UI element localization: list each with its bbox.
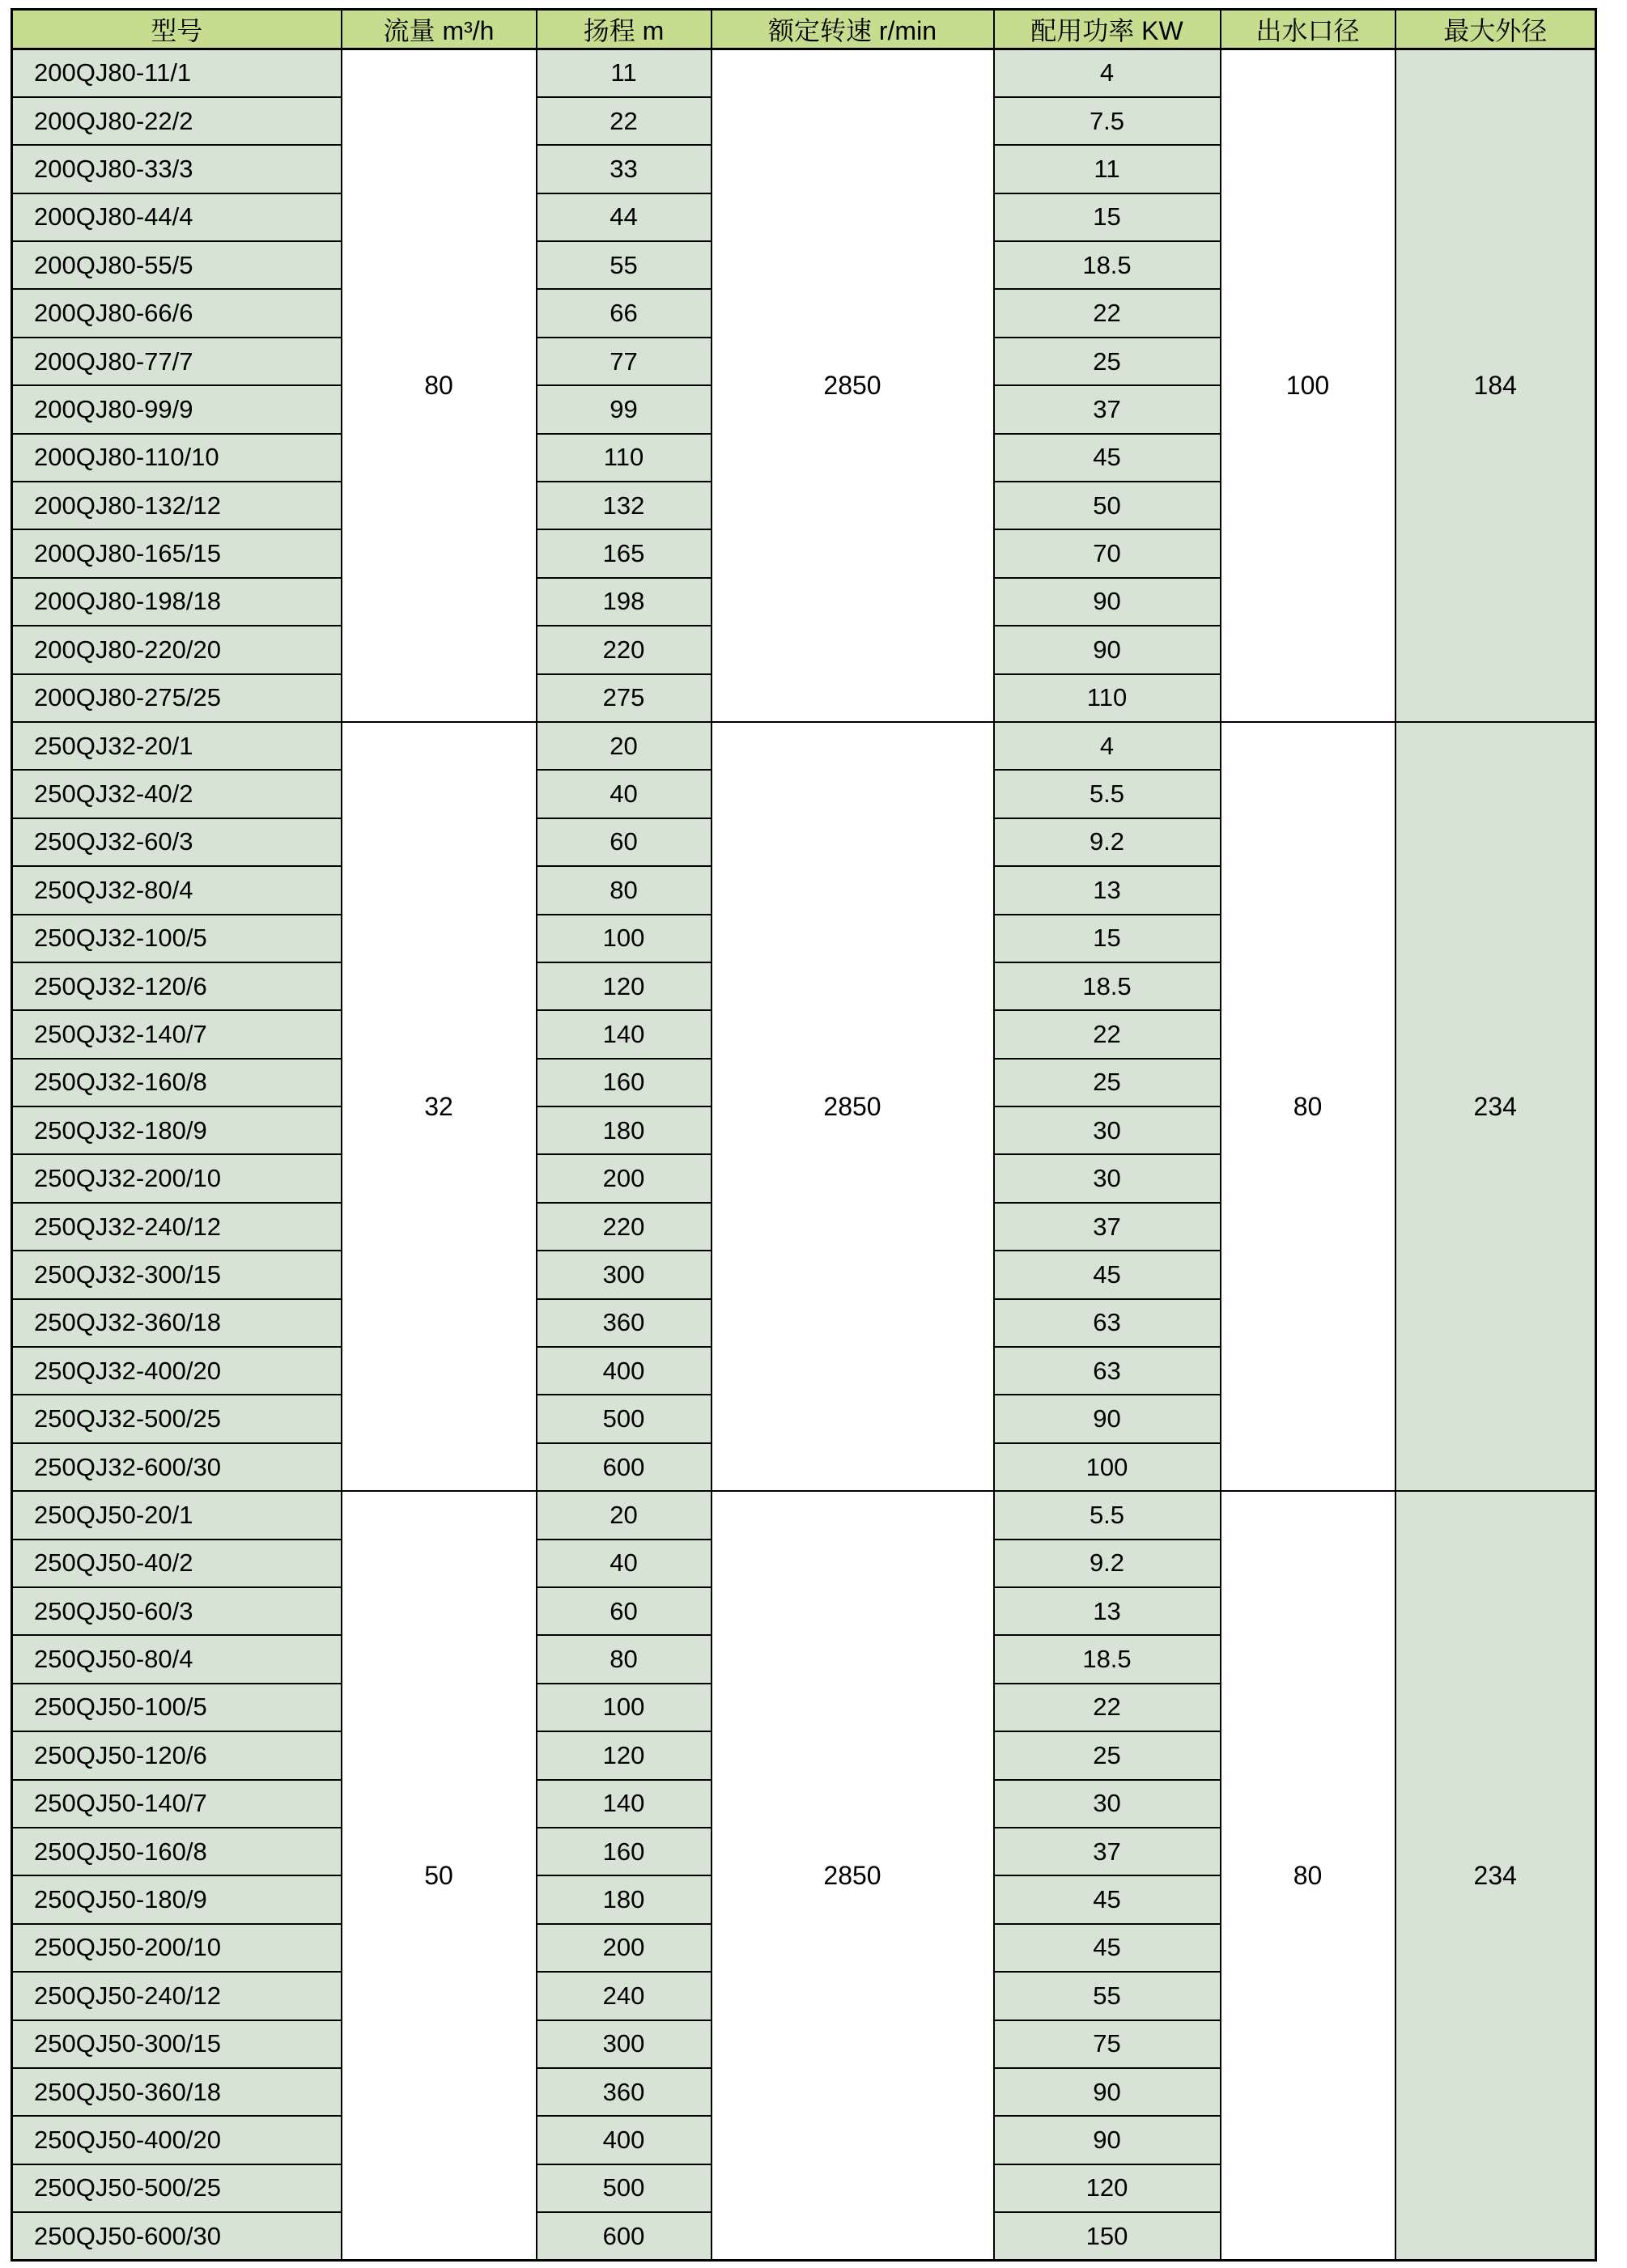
table-body: [12, 49, 1596, 2261]
model-cell: 250QJ32-300/15: [12, 1251, 342, 1298]
model-cell: 200QJ80-11/1: [12, 49, 342, 97]
power-cell: 70: [994, 529, 1221, 577]
power-cell: 90: [994, 1395, 1221, 1442]
head-cell: 500: [537, 2164, 712, 2212]
power-cell: 25: [994, 338, 1221, 385]
model-cell: 250QJ32-60/3: [12, 818, 342, 866]
head-cell: 160: [537, 1828, 712, 1875]
model-cell: 250QJ50-20/1: [12, 1491, 342, 1539]
max-diameter-merged-cell: 234: [1395, 722, 1596, 1491]
model-cell: 250QJ32-240/12: [12, 1203, 342, 1251]
power-cell: 30: [994, 1780, 1221, 1828]
col-header-power: 配用功率 KW: [994, 10, 1221, 49]
power-cell: 63: [994, 1347, 1221, 1395]
power-cell: 22: [994, 1010, 1221, 1058]
max-diameter-merged-cell: 234: [1395, 1491, 1596, 2260]
model-cell: 250QJ32-600/30: [12, 1443, 342, 1491]
model-cell: 200QJ80-77/7: [12, 338, 342, 385]
head-cell: 140: [537, 1780, 712, 1828]
power-cell: 15: [994, 915, 1221, 962]
power-cell: 90: [994, 2068, 1221, 2116]
head-cell: 22: [537, 97, 712, 145]
power-cell: 37: [994, 1828, 1221, 1875]
head-cell: 180: [537, 1875, 712, 1923]
model-cell: 250QJ50-40/2: [12, 1540, 342, 1587]
rated-speed-merged-cell: 2850: [712, 722, 994, 1491]
head-cell: 400: [537, 2116, 712, 2164]
table-row: [12, 722, 1596, 770]
col-header-outlet-size: 出水口径: [1221, 10, 1395, 49]
head-cell: 360: [537, 2068, 712, 2116]
head-cell: 80: [537, 866, 712, 914]
power-cell: 13: [994, 1587, 1221, 1635]
head-cell: 20: [537, 722, 712, 770]
rated-speed-merged-cell: 2850: [712, 49, 994, 722]
power-cell: 5.5: [994, 770, 1221, 818]
power-cell: 4: [994, 722, 1221, 770]
power-cell: 9.2: [994, 1540, 1221, 1587]
model-cell: 250QJ32-20/1: [12, 722, 342, 770]
head-cell: 220: [537, 626, 712, 673]
model-cell: 250QJ32-100/5: [12, 915, 342, 962]
model-cell: 250QJ32-400/20: [12, 1347, 342, 1395]
model-cell: 200QJ80-132/12: [12, 482, 342, 529]
head-cell: 198: [537, 578, 712, 626]
model-cell: 200QJ80-33/3: [12, 145, 342, 193]
model-cell: 250QJ50-500/25: [12, 2164, 342, 2212]
power-cell: 50: [994, 482, 1221, 529]
power-cell: 37: [994, 385, 1221, 433]
model-cell: 200QJ80-44/4: [12, 193, 342, 241]
flow-merged-cell: 50: [342, 1491, 537, 2260]
head-cell: 300: [537, 2020, 712, 2068]
head-cell: 160: [537, 1059, 712, 1106]
head-cell: 55: [537, 241, 712, 289]
power-cell: 25: [994, 1059, 1221, 1106]
col-header-max-diameter: 最大外径: [1395, 10, 1596, 49]
power-cell: 15: [994, 193, 1221, 241]
head-cell: 33: [537, 145, 712, 193]
power-cell: 18.5: [994, 241, 1221, 289]
model-cell: 250QJ50-240/12: [12, 1972, 342, 2020]
head-cell: 40: [537, 1540, 712, 1587]
model-cell: 200QJ80-22/2: [12, 97, 342, 145]
head-cell: 20: [537, 1491, 712, 1539]
head-cell: 600: [537, 1443, 712, 1491]
head-cell: 165: [537, 529, 712, 577]
model-cell: 250QJ50-100/5: [12, 1684, 342, 1731]
col-header-model: 型号: [12, 10, 342, 49]
head-cell: 66: [537, 289, 712, 337]
head-cell: 200: [537, 1154, 712, 1202]
head-cell: 60: [537, 1587, 712, 1635]
power-cell: 55: [994, 1972, 1221, 2020]
head-cell: 11: [537, 49, 712, 97]
model-cell: 200QJ80-220/20: [12, 626, 342, 673]
head-cell: 240: [537, 1972, 712, 2020]
model-cell: 250QJ32-360/18: [12, 1299, 342, 1347]
power-cell: 4: [994, 49, 1221, 97]
table-row: [12, 1491, 1596, 1539]
power-cell: 63: [994, 1299, 1221, 1347]
power-cell: 22: [994, 289, 1221, 337]
model-cell: 250QJ32-500/25: [12, 1395, 342, 1442]
model-cell: 250QJ32-140/7: [12, 1010, 342, 1058]
model-cell: 250QJ50-140/7: [12, 1780, 342, 1828]
head-cell: 44: [537, 193, 712, 241]
power-cell: 22: [994, 1684, 1221, 1731]
model-cell: 250QJ32-160/8: [12, 1059, 342, 1106]
col-header-flow: 流量 m³/h: [342, 10, 537, 49]
head-cell: 40: [537, 770, 712, 818]
power-cell: 150: [994, 2212, 1221, 2260]
outlet-size-merged-cell: 100: [1221, 49, 1395, 722]
power-cell: 11: [994, 145, 1221, 193]
power-cell: 13: [994, 866, 1221, 914]
head-cell: 100: [537, 1684, 712, 1731]
pump-spec-table: [11, 8, 1597, 2262]
outlet-size-merged-cell: 80: [1221, 722, 1395, 1491]
head-cell: 220: [537, 1203, 712, 1251]
col-header-rated-speed: 额定转速 r/min: [712, 10, 994, 49]
power-cell: 5.5: [994, 1491, 1221, 1539]
power-cell: 120: [994, 2164, 1221, 2212]
model-cell: 250QJ50-180/9: [12, 1875, 342, 1923]
head-cell: 600: [537, 2212, 712, 2260]
model-cell: 250QJ50-120/6: [12, 1731, 342, 1779]
head-cell: 77: [537, 338, 712, 385]
model-cell: 250QJ50-360/18: [12, 2068, 342, 2116]
head-cell: 120: [537, 962, 712, 1010]
rated-speed-merged-cell: 2850: [712, 1491, 994, 2260]
max-diameter-merged-cell: 184: [1395, 49, 1596, 722]
head-cell: 80: [537, 1635, 712, 1683]
flow-merged-cell: 80: [342, 49, 537, 722]
head-cell: 120: [537, 1731, 712, 1779]
power-cell: 45: [994, 1251, 1221, 1298]
head-cell: 100: [537, 915, 712, 962]
model-cell: 250QJ50-80/4: [12, 1635, 342, 1683]
model-cell: 250QJ32-200/10: [12, 1154, 342, 1202]
power-cell: 45: [994, 1924, 1221, 1972]
model-cell: 200QJ80-198/18: [12, 578, 342, 626]
power-cell: 45: [994, 434, 1221, 482]
head-cell: 500: [537, 1395, 712, 1442]
head-cell: 60: [537, 818, 712, 866]
outlet-size-merged-cell: 80: [1221, 1491, 1395, 2260]
power-cell: 7.5: [994, 97, 1221, 145]
head-cell: 360: [537, 1299, 712, 1347]
header-row: [12, 10, 1596, 49]
head-cell: 200: [537, 1924, 712, 1972]
head-cell: 110: [537, 434, 712, 482]
head-cell: 275: [537, 674, 712, 722]
power-cell: 18.5: [994, 962, 1221, 1010]
power-cell: 110: [994, 674, 1221, 722]
power-cell: 30: [994, 1106, 1221, 1154]
head-cell: 132: [537, 482, 712, 529]
model-cell: 200QJ80-66/6: [12, 289, 342, 337]
power-cell: 18.5: [994, 1635, 1221, 1683]
power-cell: 90: [994, 578, 1221, 626]
head-cell: 300: [537, 1251, 712, 1298]
model-cell: 200QJ80-110/10: [12, 434, 342, 482]
col-header-head: 扬程 m: [537, 10, 712, 49]
head-cell: 180: [537, 1106, 712, 1154]
power-cell: 75: [994, 2020, 1221, 2068]
power-cell: 9.2: [994, 818, 1221, 866]
head-cell: 400: [537, 1347, 712, 1395]
power-cell: 45: [994, 1875, 1221, 1923]
model-cell: 250QJ32-40/2: [12, 770, 342, 818]
flow-merged-cell: 32: [342, 722, 537, 1491]
model-cell: 250QJ50-400/20: [12, 2116, 342, 2164]
head-cell: 99: [537, 385, 712, 433]
power-cell: 90: [994, 2116, 1221, 2164]
model-cell: 250QJ32-120/6: [12, 962, 342, 1010]
model-cell: 250QJ50-200/10: [12, 1924, 342, 1972]
model-cell: 200QJ80-55/5: [12, 241, 342, 289]
model-cell: 250QJ32-180/9: [12, 1106, 342, 1154]
power-cell: 25: [994, 1731, 1221, 1779]
head-cell: 140: [537, 1010, 712, 1058]
model-cell: 250QJ50-60/3: [12, 1587, 342, 1635]
model-cell: 250QJ32-80/4: [12, 866, 342, 914]
power-cell: 90: [994, 626, 1221, 673]
model-cell: 250QJ50-160/8: [12, 1828, 342, 1875]
model-cell: 250QJ50-600/30: [12, 2212, 342, 2260]
power-cell: 30: [994, 1154, 1221, 1202]
model-cell: 200QJ80-275/25: [12, 674, 342, 722]
model-cell: 250QJ50-300/15: [12, 2020, 342, 2068]
model-cell: 200QJ80-165/15: [12, 529, 342, 577]
power-cell: 100: [994, 1443, 1221, 1491]
table-row: [12, 49, 1596, 97]
model-cell: 200QJ80-99/9: [12, 385, 342, 433]
power-cell: 37: [994, 1203, 1221, 1251]
